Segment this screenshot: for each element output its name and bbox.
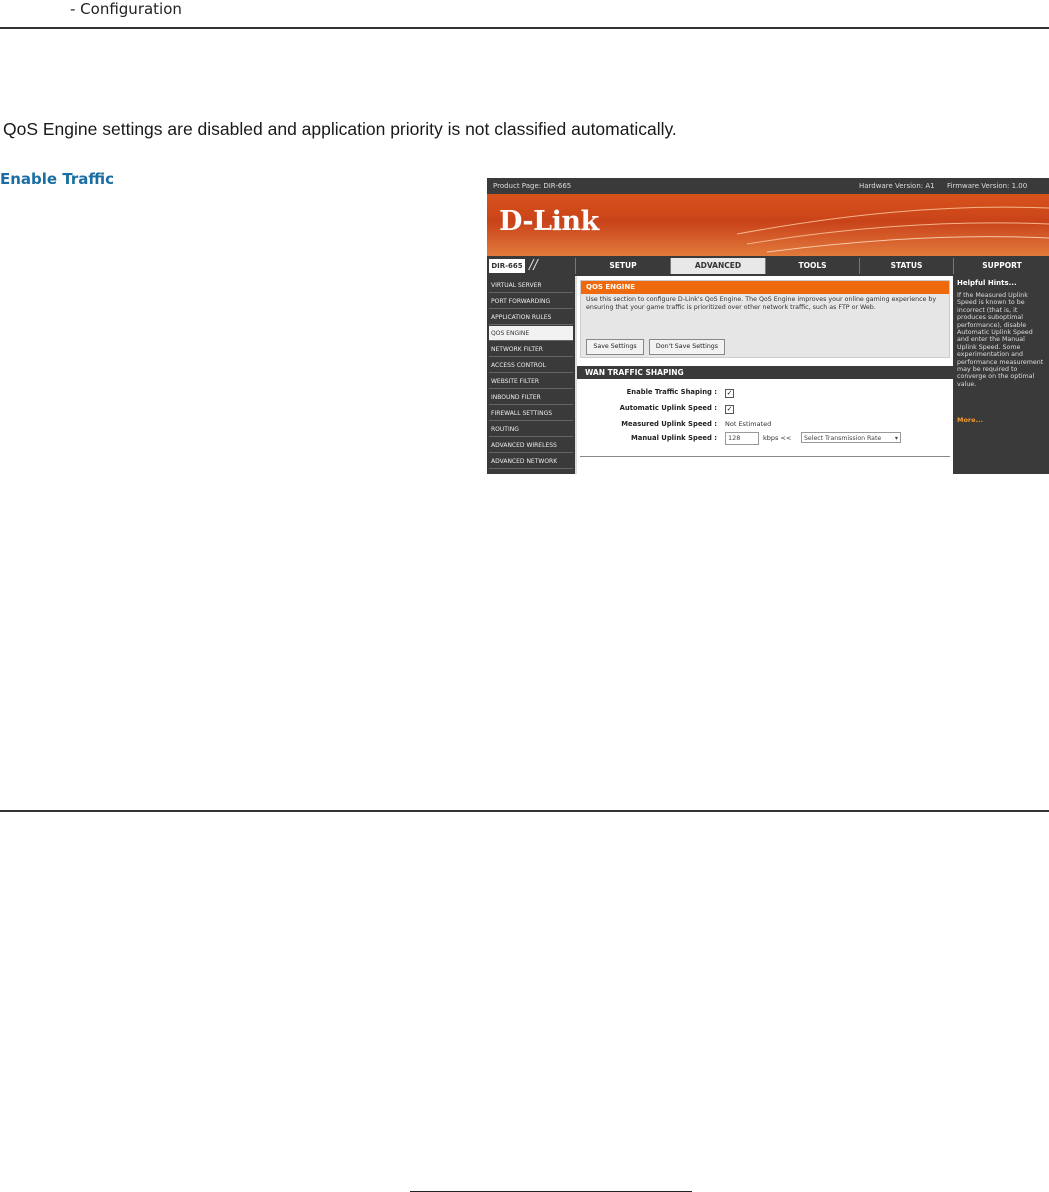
- router-screenshot: [487, 178, 1049, 474]
- helpful-hints-panel: [953, 276, 1049, 474]
- sidebar-item-website-filter[interactable]: WEBSITE FILTER: [489, 374, 573, 389]
- model-slash-decoration: //: [529, 258, 538, 273]
- measured-uplink-speed-label: Measured Uplink Speed :: [621, 420, 717, 428]
- wan-traffic-shaping-title: WAN TRAFFIC SHAPING: [577, 366, 953, 379]
- firmware-version-label: Firmware Version: 1.00: [947, 182, 1028, 190]
- manual-uplink-speed-input[interactable]: 128: [725, 432, 759, 445]
- sidebar-item-advanced-wireless[interactable]: ADVANCED WIRELESS: [489, 438, 573, 453]
- main-content: [575, 276, 953, 474]
- dlink-logo: D-Link: [499, 206, 599, 237]
- tab-status[interactable]: STATUS: [859, 258, 953, 274]
- sidebar: [487, 276, 575, 474]
- helpful-hints-text: If the Measured Uplink Speed is known to be incorrect (that is, it produces suboptimal performance), disable Automatic Uplink Speed and enter the Manual Uplink Speed. Some experimentation and performance measurement may be required to converge on the optimal value.: [957, 292, 1044, 388]
- intro-text: QoS Engine settings are disabled and application priority is not classified automatically.: [3, 119, 677, 139]
- kbps-unit-label: kbps <<: [763, 434, 792, 442]
- sidebar-item-access-control[interactable]: ACCESS CONTROL: [489, 358, 573, 373]
- chevron-down-icon: ▾: [894, 435, 898, 442]
- helpful-hints-title: Helpful Hints...: [957, 279, 1017, 287]
- sidebar-item-routing[interactable]: ROUTING: [489, 422, 573, 437]
- tab-tools[interactable]: TOOLS: [765, 258, 859, 274]
- qos-engine-description: Use this section to configure D-Link's QoS Engine. The QoS Engine improves your online gaming experience by ensuring that your game traffic is prioritized over other network traffic, such as FTP or Web.: [586, 296, 937, 311]
- qos-engine-box: [580, 280, 950, 358]
- tab-support[interactable]: SUPPORT: [953, 258, 1049, 274]
- enable-traffic-shaping-label: Enable Traffic Shaping :: [626, 388, 717, 396]
- sidebar-item-network-filter[interactable]: NETWORK FILTER: [489, 342, 573, 357]
- helpful-hints-more-link[interactable]: More...: [957, 416, 983, 424]
- section-label: Enable Traffic: [0, 170, 115, 188]
- header-section-label: - Configuration: [70, 0, 182, 18]
- product-page-label: Product Page: DIR-665: [493, 182, 572, 190]
- transmission-rate-select[interactable]: [801, 432, 901, 443]
- automatic-uplink-speed-label: Automatic Uplink Speed :: [619, 404, 717, 412]
- automatic-uplink-speed-checkbox[interactable]: ✓: [726, 405, 733, 413]
- qos-engine-title: QOS ENGINE: [581, 281, 949, 294]
- model-label: DIR-665: [489, 259, 525, 273]
- save-settings-button[interactable]: Save Settings: [586, 339, 644, 355]
- dont-save-settings-button[interactable]: Don't Save Settings: [649, 339, 725, 355]
- header-rule: [0, 27, 1049, 29]
- hardware-version-label: Hardware Version: A1: [859, 182, 935, 190]
- top-nav: [487, 256, 1049, 276]
- sidebar-item-advanced-network[interactable]: ADVANCED NETWORK: [489, 454, 573, 469]
- manual-uplink-speed-label: Manual Uplink Speed :: [630, 434, 717, 442]
- enable-traffic-shaping-checkbox[interactable]: ✓: [726, 389, 733, 397]
- sidebar-item-inbound-filter[interactable]: INBOUND FILTER: [489, 390, 573, 405]
- footer-rule: [0, 810, 1049, 812]
- sidebar-item-application-rules[interactable]: APPLICATION RULES: [489, 310, 573, 325]
- sidebar-item-port-forwarding[interactable]: PORT FORWARDING: [489, 294, 573, 309]
- product-bar: [487, 178, 1049, 194]
- sidebar-item-firewall-settings[interactable]: FIREWALL SETTINGS: [489, 406, 573, 421]
- tab-setup[interactable]: SETUP: [575, 258, 670, 274]
- sidebar-item-qos-engine[interactable]: QOS ENGINE: [489, 326, 573, 341]
- measured-uplink-speed-value: Not Estimated: [725, 420, 772, 428]
- tab-advanced[interactable]: ADVANCED: [670, 258, 765, 274]
- sidebar-item-virtual-server[interactable]: VIRTUAL SERVER: [489, 278, 573, 293]
- transmission-rate-select-value: Select Transmission Rate: [804, 435, 882, 442]
- section-divider: [580, 456, 950, 457]
